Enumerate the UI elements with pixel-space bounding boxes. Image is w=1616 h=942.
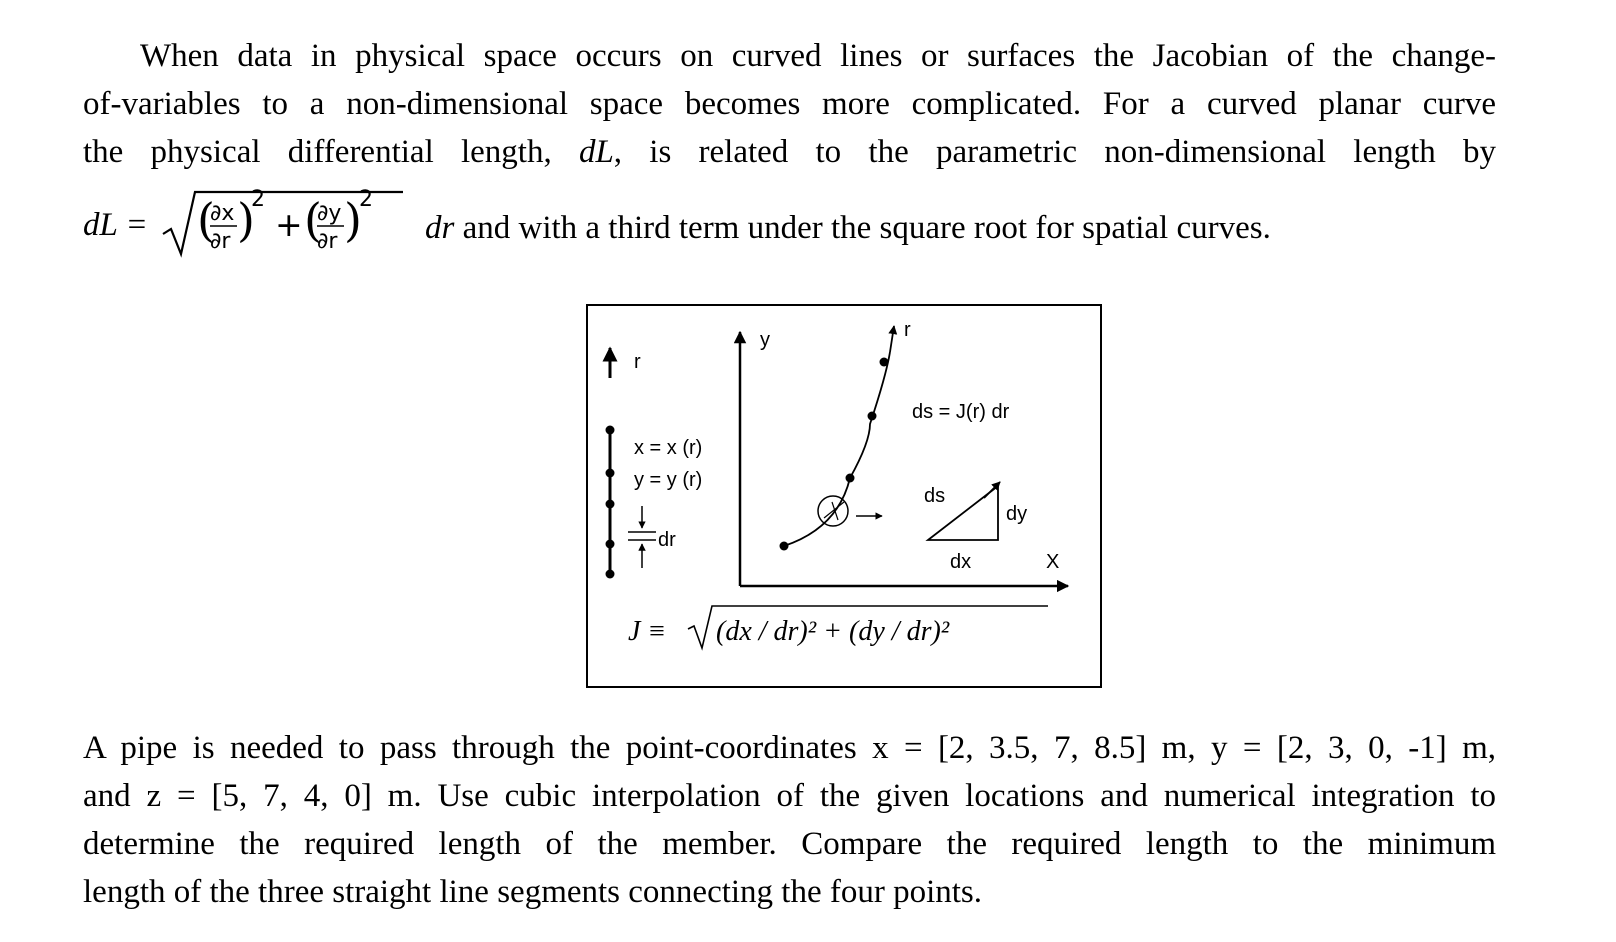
dr-label: dr: [658, 529, 676, 551]
x-axis-label: X: [1046, 551, 1060, 573]
jacobian-rhs: (dx / dr)² + (dy / dr)²: [716, 616, 950, 647]
intro-line-3: [83, 128, 1496, 176]
magnify-segment: [824, 502, 844, 518]
right-paren-1: ): [237, 193, 255, 247]
equation-dr: dr: [425, 210, 455, 246]
curve-node-4: [880, 358, 889, 367]
r-node-5: [606, 570, 615, 579]
r-axis-label-left: r: [634, 351, 641, 373]
partial-x-numerator: ∂x: [210, 201, 235, 226]
r-node-2: [606, 469, 615, 478]
jacobian-lhs: J ≡: [628, 616, 667, 647]
y-of-r-label: y = y (r): [634, 469, 703, 491]
figure-diagram: [588, 306, 1104, 690]
dy-label: dy: [1006, 503, 1028, 525]
equation-formula: [83, 180, 423, 270]
equation-trailing: [425, 210, 1271, 247]
y-axis-label: y: [760, 329, 770, 351]
equation-lhs: dL =: [83, 207, 148, 243]
ds-label: ds: [924, 485, 946, 507]
curve-node-2: [846, 474, 855, 483]
dx-label: dx: [950, 551, 972, 573]
left-paren-2: (: [304, 193, 322, 247]
problem-line-4: length of the three straight line segments connecting the four points.: [83, 874, 983, 910]
left-paren-1: (: [197, 193, 215, 247]
curve-node-3: [868, 412, 877, 421]
right-paren-2: ): [344, 193, 362, 247]
plus-sign: +: [275, 205, 303, 244]
equation-trailing-text: and with a third term under the square root for spatial curves.: [454, 210, 1271, 246]
r-curve-label: r: [904, 319, 911, 341]
partial-y-numerator: ∂y: [317, 201, 342, 226]
intro-line-3-text-a: the physical differential length,: [83, 134, 579, 170]
power-2: 2: [359, 187, 373, 212]
curve-r-arrow: [890, 326, 894, 352]
partial-r-denominator-1: ∂r: [210, 229, 231, 254]
partial-r-denominator-2: ∂r: [317, 229, 338, 254]
ds-equation: ds = J(r) dr: [912, 401, 1010, 423]
jacobian-figure: [586, 304, 1102, 688]
intro-paragraph: [83, 32, 1496, 176]
problem-line-3: determine the required length of the member. Compare the required length to the minimum: [83, 826, 1496, 862]
r-node-4: [606, 540, 615, 549]
curve-node-1: [780, 542, 789, 551]
intro-variable-dL: dL: [578, 134, 614, 170]
intro-line-3-text-b: , is related to the parametric non-dimensional length by: [613, 134, 1496, 170]
problem-line-1: A pipe is needed to pass through the point-coordinates x = [2, 3.5, 7, 8.5] m, y = [2, 3, 0, -1] m,: [83, 730, 1496, 766]
intro-line-2: of-variables to a non-dimensional space becomes more complicated. For a curved planar curve: [83, 86, 1496, 122]
power-1: 2: [251, 187, 265, 212]
problem-paragraph: [83, 724, 1496, 916]
r-node-3: [606, 500, 615, 509]
r-node-1: [606, 426, 615, 435]
problem-line-2: and z = [5, 7, 4, 0] m. Use cubic interpolation of the given locations and numerical integration to: [83, 778, 1496, 814]
intro-line-1: When data in physical space occurs on curved lines or surfaces the Jacobian of the change-: [140, 38, 1496, 74]
x-of-r-label: x = x (r): [634, 437, 703, 459]
